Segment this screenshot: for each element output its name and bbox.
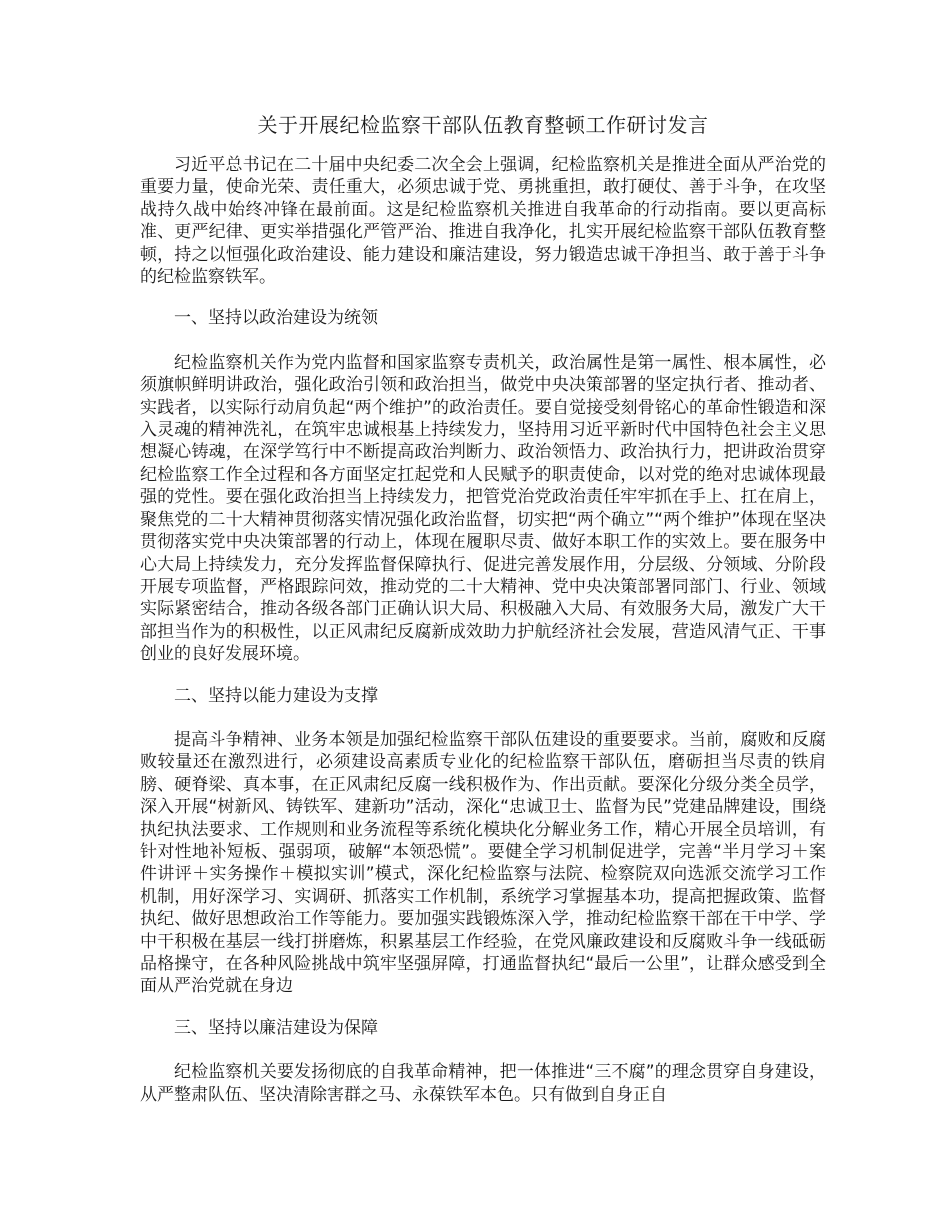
spacer bbox=[140, 666, 826, 685]
spacer bbox=[140, 1039, 826, 1061]
document-title: 关于开展纪检监察干部队伍教育整顿工作研讨发言 bbox=[257, 113, 709, 137]
section-heading-2: 二、坚持以能力建设为支撑 bbox=[174, 685, 378, 706]
section-body-2: 提高斗争精神、业务本领是加强纪检监察干部队伍建设的重要要求。当前，腐败和反腐败较量还在激烈进行，必须建设高素质专业化的纪检监察干部队伍，磨砺担当尽责的铁肩膀、硬脊梁、真本事，在正风肃纪反腐一线积极作为、作出贡献。要深化分级分类全员学，深入开展“树新风、铸铁军、建新功”活动，深化“忠诚卫士、监督为民”党建品牌建设，围绕执纪执法要求、工作规则和业务流程等系统化模块化分解业务工作，精心开展全员培训，有针对性地补短板、强弱项，破解“本领恐慌”。要健全学习机制促进学，完善“半月学习＋案件讲评＋实务操作＋模拟实训”模式，深化纪检监察与法院、检察院双向选派交流学习工作机制，用好深学习、实调研、抓落实工作机制，系统学习掌握基本功，提高把握政策、监督执纪、做好思想政治工作等能力。要加强实践锻炼深入学，推动纪检监察干部在干中学、学中干积极在基层一线打拼磨炼，积累基层工作经验，在党风廉政建设和反腐败斗争一线砥砺品格操守，在各种风险挑战中筑牢坚强屏障，打通监督执纪“最后一公里”，让群众感受到全面从严治党就在身边 bbox=[140, 729, 826, 997]
spacer bbox=[140, 998, 826, 1017]
section-heading-3: 三、坚持以廉洁建设为保障 bbox=[174, 1017, 378, 1038]
section-body-1: 纪检监察机关作为党内监督和国家监察专责机关，政治属性是第一属性、根本属性，必须旗帜鲜明讲政治，强化政治引领和政治担当，做党中央决策部署的坚定执行者、推动者、实践者，以实际行动肩负起“两个维护”的政治责任。要自觉接受刻骨铭心的革命性锻造和深入灵魂的精神洗礼，在筑牢忠诚根基上持续发力，坚持用习近平新时代中国特色社会主义思想凝心铸魂，在深学笃行中不断提高政治判断力、政治领悟力、政治执行力，把讲政治贯穿纪检监察工作全过程和各方面坚定扛起党和人民赋予的职责使命，以对党的绝对忠诚体现最强的党性。要在强化政治担当上持续发力，把管党治党政治责任牢牢抓在手上、扛在肩上，聚焦党的二十大精神贯彻落实情况强化政治监督，切实把“两个确立”“两个维护”体现在坚决贯彻落实党中央决策部署的行动上，体现在履职尽责、做好本职工作的实效上。要在服务中心大局上持续发力，充分发挥监督保障执行、促进完善发展作用，分层级、分领域、分阶段开展专项监督，严格跟踪问效，推动党的二十大精神、党中央决策部署同部门、行业、领域实际紧密结合，推动各级各部门正确认识大局、积极融入大局、有效服务大局，激发广大干部担当作为的积极性，以正风肃纪反腐新成效助力护航经济社会发展，营造风清气正、干事创业的良好发展环境。 bbox=[140, 352, 826, 665]
section-heading-1: 一、坚持以政治建设为统领 bbox=[174, 308, 378, 329]
document-page bbox=[140, 110, 826, 1106]
intro-paragraph: 习近平总书记在二十届中央纪委二次全会上强调，纪检监察机关是推进全面从严治党的重要力量，使命光荣、责任重大，必须忠诚于党、勇挑重担，敢打硬仗、善于斗争，在攻坚战持久战中始终冲锋在最前面。这是纪检监察机关推进自我革命的行动指南。要以更高标准、更严纪律、更实举措强化严管严治、推进自我净化，扎实开展纪检监察干部队伍教育整顿，持之以恒强化政治建设、能力建设和廉洁建设，努力锻造忠诚干净担当、敢于善于斗争的纪检监察铁军。 bbox=[140, 155, 826, 288]
spacer bbox=[140, 288, 826, 307]
spacer bbox=[140, 330, 826, 352]
section-body-3: 纪检监察机关要发扬彻底的自我革命精神，把一体推进“三不腐”的理念贯穿自身建设，从严整肃队伍、坚决清除害群之马、永葆铁军本色。只有做到自身正自 bbox=[140, 1062, 826, 1105]
spacer bbox=[140, 707, 826, 729]
